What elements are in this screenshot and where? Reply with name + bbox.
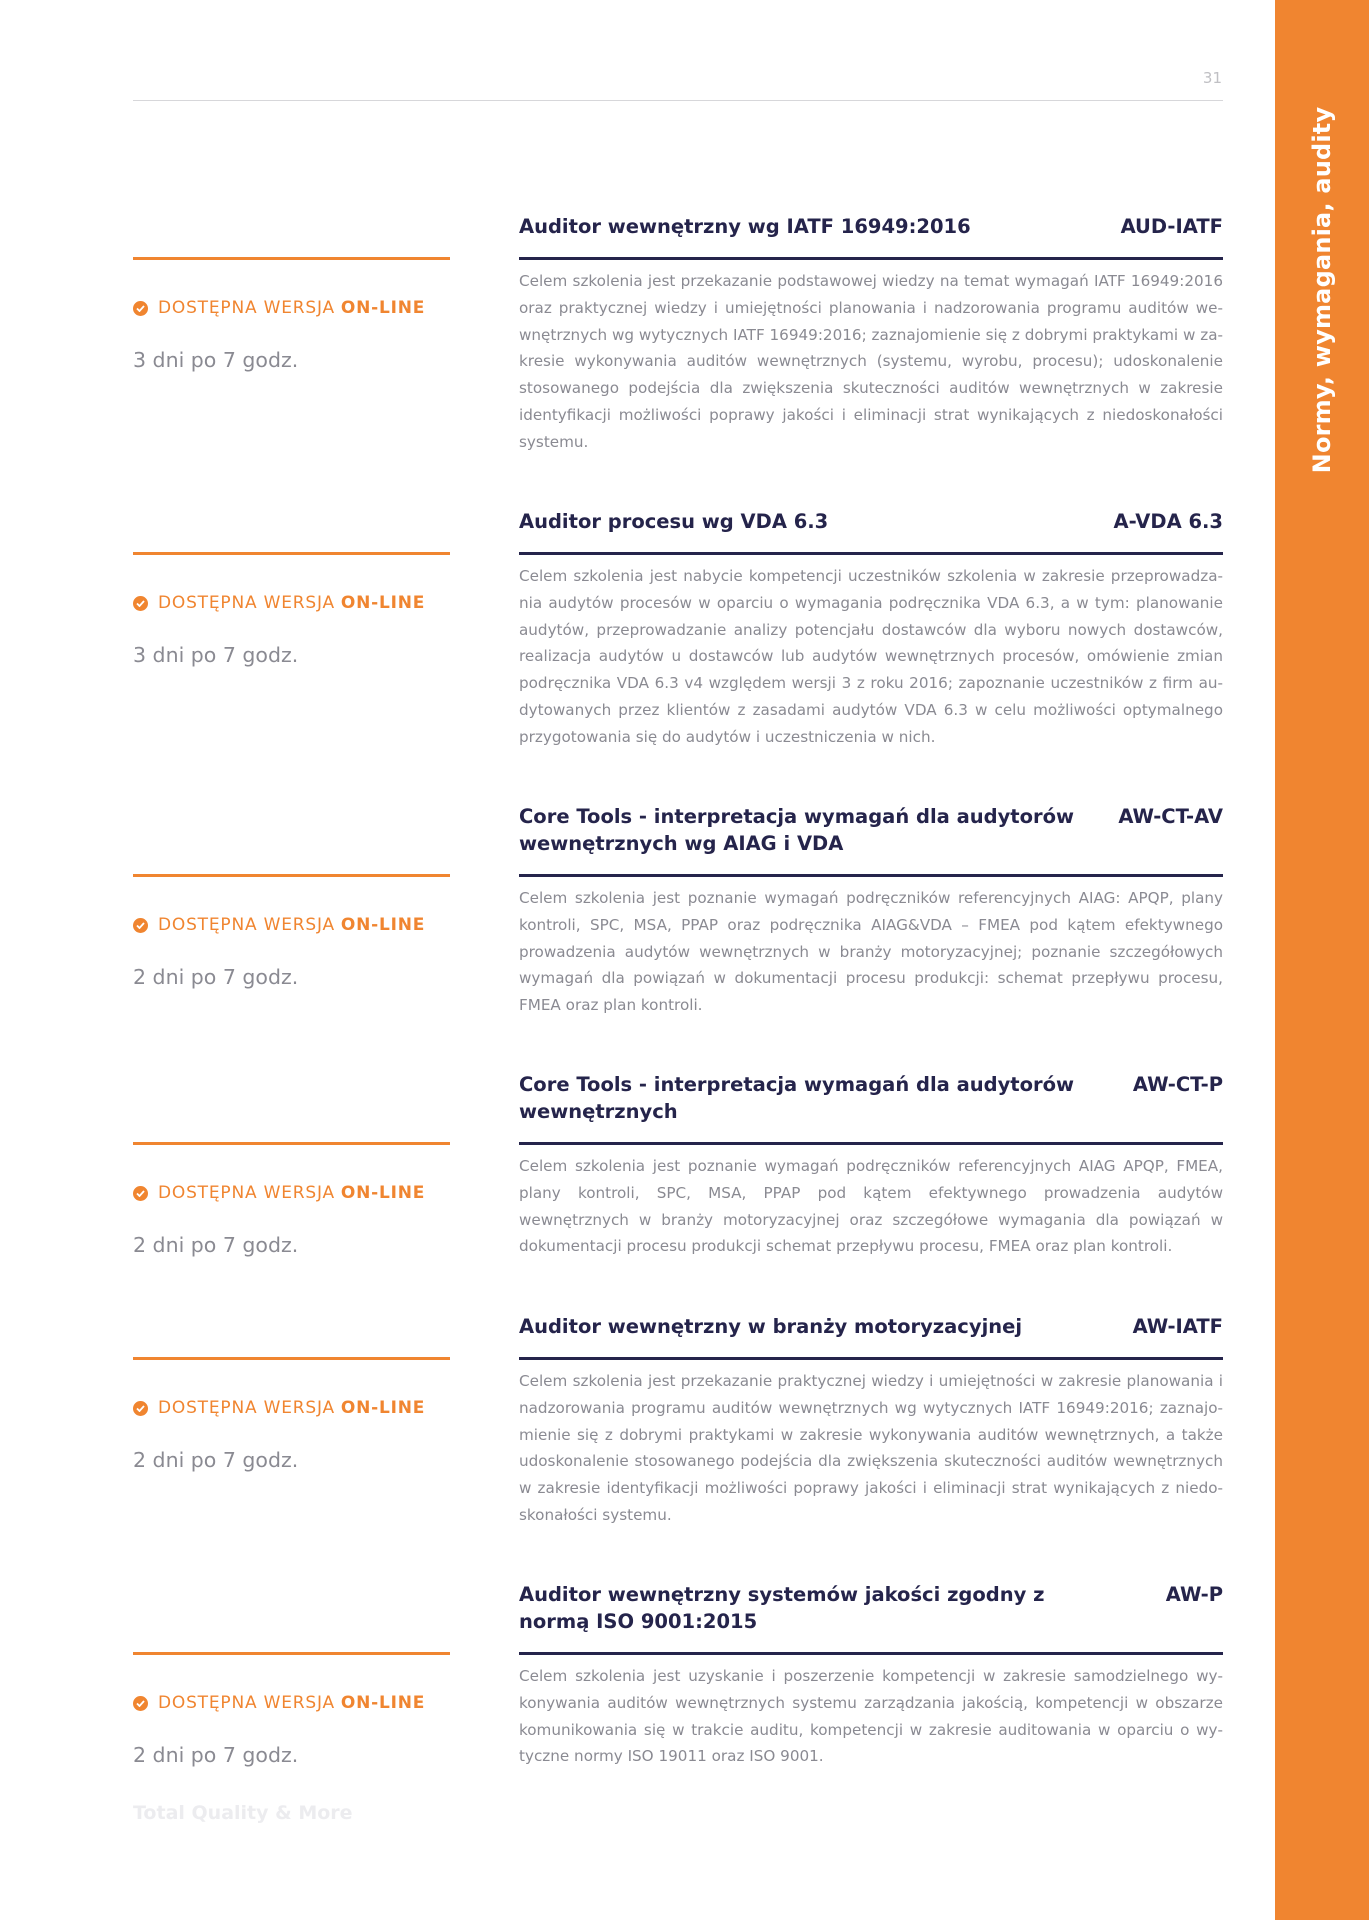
course-description: Celem szkolenia jest nabycie kompetencji uczestników szkolenia w zakresie przeprowadzania audytów procesów w oparciu o wymagania podręcznika VDA 6.3, a w tym: planowanie audytów, przeprowadzanie analizy potencjału dostawców dla wyboru nowych dostawców, realizacja audytów u dostawców lub audytów wewnętrznych procesów, omówienie zmian podręcznika VDA 6.3 v4 względem wersji 3 z roku 2016; zapoznanie uczestników z firm audytowanych przez klientów z zasadami audytów VDA 6.3 w celu możliwości optymalnego przygotowania się do audytów i uczestniczenia w nich. [519,567,1223,746]
title-divider [519,874,1223,877]
check-circle-icon [133,596,148,611]
title-divider [519,1357,1223,1360]
accent-divider [133,1652,450,1655]
online-badge [133,593,425,613]
footer-brand: Total Quality & More [133,1802,353,1824]
online-label-strong: ON-LINE [340,1398,426,1418]
online-label-strong: ON-LINE [340,1183,426,1203]
course-duration: 2 dni po 7 godz. [133,1233,299,1257]
course-description: Celem szkolenia jest poznanie wymagań podręczników referencyjnych AIAG APQP, FMEA, plany kontroli, SPC, MSA, PPAP pod kątem efektywnego prowadzenia audytów wewnętrznych w branży motoryzacyjnej oraz szczegółowe wymagania dla powiązań w dokumentacji procesu produkcji schemat przepływu procesu, FMEA oraz plan kontroli. [519,1157,1223,1256]
accent-divider [133,1357,450,1360]
online-label: DOSTĘPNA WERSJA [158,593,335,613]
course-title: Auditor wewnętrzny w branży motoryzacyjnej [519,1315,1023,1338]
section-title: Normy, wymagania, audity [1308,106,1336,474]
check-circle-icon [133,301,148,316]
course-title: Core Tools - interpretacja wymagań dla audytorów wewnętrznych [519,1073,1075,1123]
header-divider [133,100,1223,101]
title-divider [519,1142,1223,1145]
accent-divider [133,1142,450,1145]
title-divider [519,1652,1223,1655]
course-duration: 2 dni po 7 godz. [133,1448,299,1472]
accent-divider [133,257,450,260]
title-divider [519,552,1223,555]
course-code: A-VDA 6.3 [1113,510,1223,533]
course-description: Celem szkolenia jest przekazanie praktycznej wiedzy i umiejętności w zakresie planowania i nadzorowania programu auditów wewnętrznych wg wytycznych IATF 16949:2016; zaznajomienie się z dobrymi praktykami w zakresie wykonywania auditów wewnętrznych, a także udoskonalenie stosowanego podejścia dla zwiększenia skuteczności auditów wewnętrznych w zakresie identyfikacji możliwości poprawy jakości i eliminacji strat wynikających z niedoskonałości systemu. [519,1372,1223,1524]
course-code: AW-IATF [1132,1315,1223,1338]
course-duration: 3 dni po 7 godz. [133,348,299,372]
course-duration: 2 dni po 7 godz. [133,1743,299,1767]
online-label: DOSTĘPNA WERSJA [158,1693,335,1713]
online-badge [133,1398,425,1418]
course-description: Celem szkolenia jest przekazanie podstawowej wiedzy na temat wymagań IATF 16949:2016 oraz praktycznej wiedzy i umiejętności planowania i nadzorowania programu auditów wewnętrznych wg wytycznych IATF 16949:2016; zaznajomienie się z dobrymi praktykami w zakresie wykonywania auditów wewnętrznych (systemu, wyrobu, procesu); udoskonalenie stosowanego podejścia dla zwiększenia skuteczności auditów wewnętrznych w zakresie identyfikacji możliwości poprawy jakości i eliminacji strat wynikających z niedoskonałości systemu. [519,272,1223,451]
online-label-strong: ON-LINE [340,915,426,935]
online-label-strong: ON-LINE [340,298,426,318]
check-circle-icon [133,1186,148,1201]
online-label: DOSTĘPNA WERSJA [158,298,335,318]
online-label: DOSTĘPNA WERSJA [158,1398,335,1418]
online-badge [133,298,425,318]
course-title: Auditor procesu wg VDA 6.3 [519,510,829,533]
course-title: Auditor wewnętrzny systemów jakości zgodny z normą ISO 9001:2015 [519,1583,1045,1633]
online-label-strong: ON-LINE [340,1693,426,1713]
check-circle-icon [133,1401,148,1416]
course-description: Celem szkolenia jest poznanie wymagań podręczników referencyjnych AIAG: APQP, plany kontroli, SPC, MSA, PPAP oraz podręcznika AIAG&VDA – FMEA pod kątem efektywnego prowadzenia audytów wewnętrznych w branży motoryzacyjnej; poznanie szczegółowych wymagań dla powiązań w dokumentacji procesu produkcji: schemat przepływu procesu, FMEA oraz plan kontroli. [519,889,1223,1015]
course-code: AW-P [1165,1583,1223,1606]
course-title: Core Tools - interpretacja wymagań dla audytorów wewnętrznych wg AIAG i VDA [519,805,1075,855]
course-title: Auditor wewnętrzny wg IATF 16949:2016 [519,215,971,238]
accent-divider [133,874,450,877]
online-badge [133,915,425,935]
course-description: Celem szkolenia jest uzyskanie i poszerzenie kompetencji w zakresie samodzielnego wykonywania auditów wewnętrznych systemu zarządzania jakością, kompetencji w obszarze komunikowania się w trakcie auditu, kompetencji w zakresie auditowania w oparciu o wytyczne normy ISO 19011 oraz ISO 9001. [519,1667,1223,1766]
check-circle-icon [133,918,148,933]
accent-divider [133,552,450,555]
online-label: DOSTĘPNA WERSJA [158,915,335,935]
course-code: AW-CT-P [1132,1073,1223,1096]
course-code: AW-CT-AV [1118,805,1223,828]
course-duration: 3 dni po 7 godz. [133,643,299,667]
online-label: DOSTĘPNA WERSJA [158,1183,335,1203]
online-badge [133,1693,425,1713]
course-duration: 2 dni po 7 godz. [133,965,299,989]
online-badge [133,1183,425,1203]
online-label-strong: ON-LINE [340,593,426,613]
title-divider [519,257,1223,260]
course-code: AUD-IATF [1120,215,1223,238]
check-circle-icon [133,1696,148,1711]
page-number: 31 [1202,69,1222,87]
